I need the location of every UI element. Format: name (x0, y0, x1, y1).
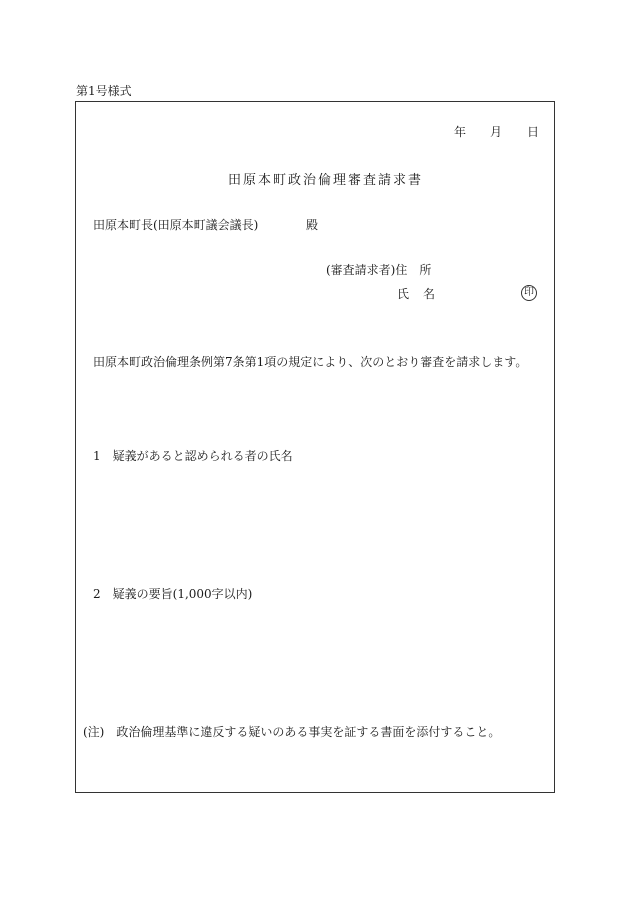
request-statement: 田原本町政治倫理条例第7条第1項の規定により、次のとおり審査を請求します。 (93, 355, 528, 369)
seal-mark-icon: 印 (521, 285, 537, 301)
form-frame (75, 101, 555, 793)
requester-address-label: (審査請求者)住 所 (326, 263, 432, 277)
item-1-suspect-name: 1 疑義があると認められる者の氏名 (93, 449, 293, 463)
date-day-label: 日 (527, 125, 540, 139)
document-title: 田原本町政治倫理審査請求書 (228, 173, 424, 188)
requester-name-label: 氏名 (397, 287, 450, 301)
date-month-label: 月 (490, 125, 503, 139)
date-year-label: 年 (454, 125, 467, 139)
item-2-suspicion-summary: 2 疑義の要旨(1,000字以内) (93, 587, 253, 601)
note: (注) 政治倫理基準に違反する疑いのある事実を証する書面を添付すること。 (83, 725, 501, 739)
honorific: 殿 (306, 218, 319, 232)
form-number: 第1号様式 (76, 84, 132, 98)
addressee: 田原本町長(田原本町議会議長) (93, 218, 259, 232)
